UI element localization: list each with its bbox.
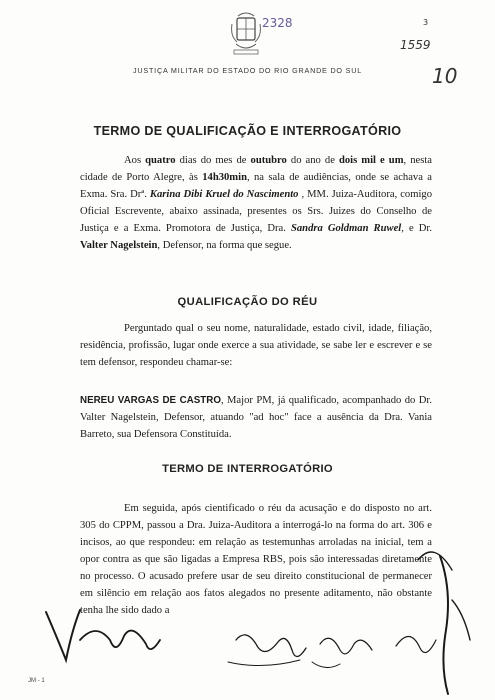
folio-mark: 10 <box>432 64 458 88</box>
interrogation-paragraph: Em seguida, após cientificado o réu da acusação e do disposto no art. 305 do CPPM, passou a Dra. Juiza-Auditora a interrogá-lo na forma do art. 306 e incisos, ao que respondeu: em relação as testemunhas arroladas na inicial, tem a opor contra as que são ligadas a Empresa RBS, pois são interessadas diretamente no processo. O acusado prefere usar de seu direito constitucional de permanecer em silêncio em relação aos fatos alegados no presente aditamento, não obstante tenha lhe sido dado a <box>80 503 432 616</box>
opening-paragraph: Aos quatro dias do mes de outubro do ano de dois mil e um, nesta cidade de Porto Alegre, às 14h30min, na sala de audiências, onde se achava a Exma. Sra. Drª. Karina Dibi Kruel do Nascimento , MM. Juiza-Auditora, comigo Oficial Escrevente, abaixo assinada, presentes os Srs. Juizes do Conselho de Justiça e a Exma. Promotora de Justiça, Dra. Sandra Goldman Ruwel, e Dr. Valter Nagelstein, Defensor, na forma que segue. <box>80 155 432 251</box>
margin-code: JM - 1 <box>28 678 45 684</box>
stamp-number: 2328 <box>262 16 293 30</box>
court-name: JUSTIÇA MILITAR DO ESTADO DO RIO GRANDE DO SUL <box>132 66 363 75</box>
document-title: TERMO DE QUALIFICAÇÃO E INTERROGATÓRIO <box>93 124 402 138</box>
defendant-paragraph: NEREU VARGAS DE CASTRO, Major PM, já qualificado, acompanhado do Dr. Valter Nagelstein, Defensor, atuando "ad hoc" face a ausência da Dra. Vania Barreto, sua Defensora Constituída. <box>80 395 432 440</box>
interrogation-heading: TERMO DE INTERROGATÓRIO <box>162 463 333 475</box>
folio-number: 1559 <box>400 38 431 52</box>
qualification-paragraph: Perguntado qual o seu nome, naturalidade, estado civil, idade, filiação, residência, profissão, lugar onde exerce a sua atividade, se sabe ler e escrever e se tem defensor, respondeu chamar-se: <box>80 323 432 368</box>
page-number: 3 <box>423 18 429 27</box>
defendant-name: NEREU VARGAS DE CASTRO <box>80 395 221 406</box>
qualification-heading: QUALIFICAÇÃO DO RÉU <box>177 296 318 308</box>
